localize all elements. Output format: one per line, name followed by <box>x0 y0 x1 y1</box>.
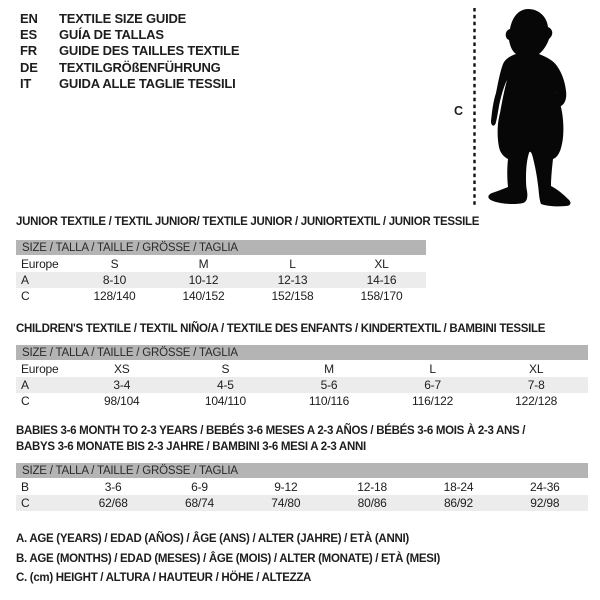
table-cell: XL <box>529 362 544 376</box>
row-label: C <box>21 496 30 510</box>
table-cell: L <box>289 257 296 271</box>
language-list <box>20 10 239 92</box>
table-cell: 5-6 <box>320 378 338 392</box>
size-header-bar: SIZE / TALLA / TAILLE / GRÖSSE / TAGLIA <box>16 240 426 256</box>
table-cell: S <box>221 362 230 376</box>
table-cell: L <box>429 362 436 376</box>
language-code: IT <box>20 76 32 92</box>
table-cell: XS <box>113 362 130 376</box>
table-cell: 110/116 <box>308 394 350 408</box>
size-header-bar: SIZE / TALLA / TAILLE / GRÖSSE / TAGLIA <box>16 345 588 361</box>
table-cell: 128/140 <box>93 289 136 303</box>
table-cell: 86/92 <box>443 496 473 510</box>
table-cell: 18-24 <box>443 480 474 494</box>
table-cell: 104/110 <box>204 394 246 408</box>
table-cell: 140/152 <box>182 289 225 303</box>
table-cell: 6-7 <box>424 378 441 392</box>
language-code: DE <box>20 59 38 75</box>
table-cell: 116/122 <box>412 394 454 408</box>
table-cell: 6-9 <box>191 480 208 494</box>
table-cell: 74/80 <box>271 496 301 510</box>
table-cell: 12-18 <box>357 480 387 494</box>
section-title-babies-line2: BABYS 3-6 MONATE BIS 2-3 JAHRE / BAMBINI 3-6 MESI A 2-3 ANNI <box>16 440 366 453</box>
language-title: TEXTILGRÖßENFÜHRUNG <box>59 59 221 75</box>
row-label: Europe <box>21 362 59 376</box>
table-cell: 80/86 <box>357 496 387 510</box>
row-label: A <box>21 378 29 392</box>
table-cell: 122/128 <box>515 394 558 408</box>
language-title: GUÍA DE TALLAS <box>59 27 164 43</box>
language-title: TEXTILE SIZE GUIDE <box>59 10 187 26</box>
table-cell: 14-16 <box>366 273 397 287</box>
language-title: GUIDA ALLE TAGLIE TESSILI <box>59 76 236 92</box>
table-row <box>16 256 426 272</box>
table-row <box>16 288 426 304</box>
table-row <box>16 479 588 495</box>
section-title-junior: JUNIOR TEXTILE / TEXTIL JUNIOR/ TEXTILE JUNIOR / JUNIORTEXTIL / JUNIOR TESSILE <box>16 216 480 228</box>
table-row <box>16 361 588 377</box>
babies-size-table <box>16 463 588 511</box>
language-row <box>20 76 239 92</box>
language-row <box>20 10 239 26</box>
table-cell: 7-8 <box>527 378 545 392</box>
size-figure <box>440 0 600 215</box>
junior-size-table <box>16 240 426 304</box>
table-cell: M <box>198 257 209 271</box>
table-cell: 10-12 <box>188 273 219 287</box>
baby-silhouette-icon <box>483 8 579 208</box>
table-cell: 9-12 <box>274 480 298 494</box>
table-cell: 8-10 <box>102 273 127 287</box>
language-row <box>20 43 239 59</box>
table-cell: S <box>110 257 119 271</box>
table-cell: 98/104 <box>104 394 140 408</box>
height-measure-dashed-line <box>472 7 477 208</box>
row-label: C <box>21 394 30 408</box>
table-cell: 92/98 <box>530 496 560 510</box>
row-label: B <box>21 480 29 494</box>
legend-notes <box>16 533 440 592</box>
language-row <box>20 26 239 42</box>
language-code: EN <box>20 10 38 26</box>
table-cell: 3-6 <box>104 480 122 494</box>
language-code: FR <box>20 43 37 59</box>
table-cell: 152/158 <box>271 289 314 303</box>
table-cell: XL <box>374 257 389 271</box>
section-title-babies-line1: BABIES 3-6 MONTH TO 2-3 YEARS / BEBÉS 3-6 MESES A 2-3 AÑOS / BÉBÉS 3-6 MOIS À 2-3 ANS / <box>16 425 526 437</box>
language-row <box>20 59 239 75</box>
row-label: A <box>21 273 29 287</box>
row-label: C <box>21 289 30 303</box>
table-cell: 24-36 <box>529 480 560 494</box>
table-cell: M <box>324 362 334 376</box>
section-title-children: CHILDREN'S TEXTILE / TEXTIL NIÑO/A / TEXTILE DES ENFANTS / KINDERTEXTIL / BAMBINI TESSILE <box>16 323 546 335</box>
legend-note-a: A. AGE (YEARS) / EDAD (AÑOS) / ÂGE (ANS) / ALTER (JAHRE) / ETÀ (ANNI) <box>16 533 409 545</box>
table-row <box>16 393 588 409</box>
legend-note-c: C. (cm) HEIGHT / ALTURA / HAUTEUR / HÖHE / ALTEZZA <box>16 572 312 584</box>
legend-note-b: B. AGE (MONTHS) / EDAD (MESES) / ÂGE (MOIS) / ALTER (MONATE) / ETÀ (MESI) <box>16 552 441 565</box>
table-cell: 62/68 <box>98 496 128 510</box>
table-row <box>16 272 426 288</box>
children-size-table <box>16 345 588 409</box>
language-code: ES <box>20 27 37 43</box>
size-header-bar: SIZE / TALLA / TAILLE / GRÖSSE / TAGLIA <box>16 463 588 479</box>
language-title: GUIDE DES TAILLES TEXTILE <box>59 43 240 59</box>
table-cell: 68/74 <box>184 496 214 510</box>
table-row <box>16 377 588 393</box>
table-cell: 158/170 <box>360 289 403 303</box>
table-row <box>16 495 588 511</box>
table-cell: 4-5 <box>217 378 234 392</box>
table-cell: 12-13 <box>277 273 308 287</box>
height-measure-label: C <box>454 104 464 118</box>
table-cell: 3-4 <box>113 378 131 392</box>
row-label: Europe <box>21 257 59 271</box>
